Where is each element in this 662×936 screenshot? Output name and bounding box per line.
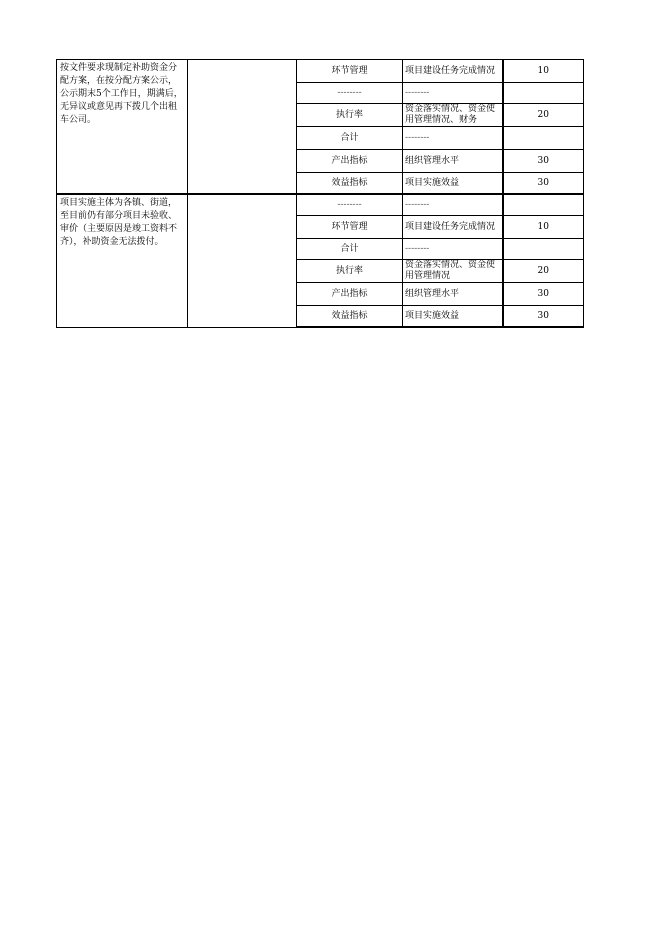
score-cell: 30 <box>503 150 584 173</box>
indicator-cell: 合计 <box>297 127 403 150</box>
remark-cell: 项目实施主体为各镇、街道，至目前仍有部分项目未验收、审价（主要原因是竣工资料不齐），补助资金无法拨付。 <box>57 194 188 327</box>
score-cell <box>503 239 584 260</box>
item-cell: -------- <box>403 127 503 150</box>
item-cell: -------- <box>403 83 503 104</box>
item-cell: 项目建设任务完成情况 <box>403 216 503 239</box>
indicator-cell: 合计 <box>297 239 403 260</box>
score-cell: 30 <box>503 306 584 328</box>
indicator-cell: 执行率 <box>297 104 403 127</box>
item-cell: 组织管理水平 <box>403 283 503 306</box>
item-cell: 组织管理水平 <box>403 150 503 173</box>
score-cell: 30 <box>503 173 584 195</box>
item-cell: -------- <box>403 194 503 216</box>
blank-cell <box>188 60 297 195</box>
score-cell: 10 <box>503 216 584 239</box>
item-cell: 项目实施效益 <box>403 173 503 195</box>
score-cell <box>503 127 584 150</box>
score-cell <box>503 194 584 216</box>
blank-cell <box>188 194 297 327</box>
score-cell: 20 <box>503 104 584 127</box>
item-cell: 项目建设任务完成情况 <box>403 60 503 83</box>
indicator-cell: 执行率 <box>297 260 403 283</box>
indicator-cell: -------- <box>297 194 403 216</box>
remark-cell: 按文件要求现制定补助资金分配方案，在按分配方案公示，公示期末5个工作日，期满后，无异议或意见再下拨几个出租车公司。 <box>57 60 188 195</box>
indicator-cell: 产出指标 <box>297 150 403 173</box>
table-row <box>57 194 584 216</box>
indicator-cell: 效益指标 <box>297 306 403 328</box>
item-cell: 资金落实情况、资金使用管理情况 <box>403 260 503 283</box>
score-cell: 30 <box>503 283 584 306</box>
spreadsheet-page <box>56 59 584 328</box>
item-cell: 项目实施效益 <box>403 306 503 328</box>
evaluation-table <box>56 59 584 328</box>
item-cell: -------- <box>403 239 503 260</box>
indicator-cell: 环节管理 <box>297 216 403 239</box>
indicator-cell: 效益指标 <box>297 173 403 195</box>
table-row <box>57 60 584 83</box>
score-cell: 10 <box>503 60 584 83</box>
indicator-cell: -------- <box>297 83 403 104</box>
score-cell: 20 <box>503 260 584 283</box>
score-cell <box>503 83 584 104</box>
indicator-cell: 环节管理 <box>297 60 403 83</box>
indicator-cell: 产出指标 <box>297 283 403 306</box>
item-cell: 资金落实情况、资金使用管理情况、财务 <box>403 104 503 127</box>
